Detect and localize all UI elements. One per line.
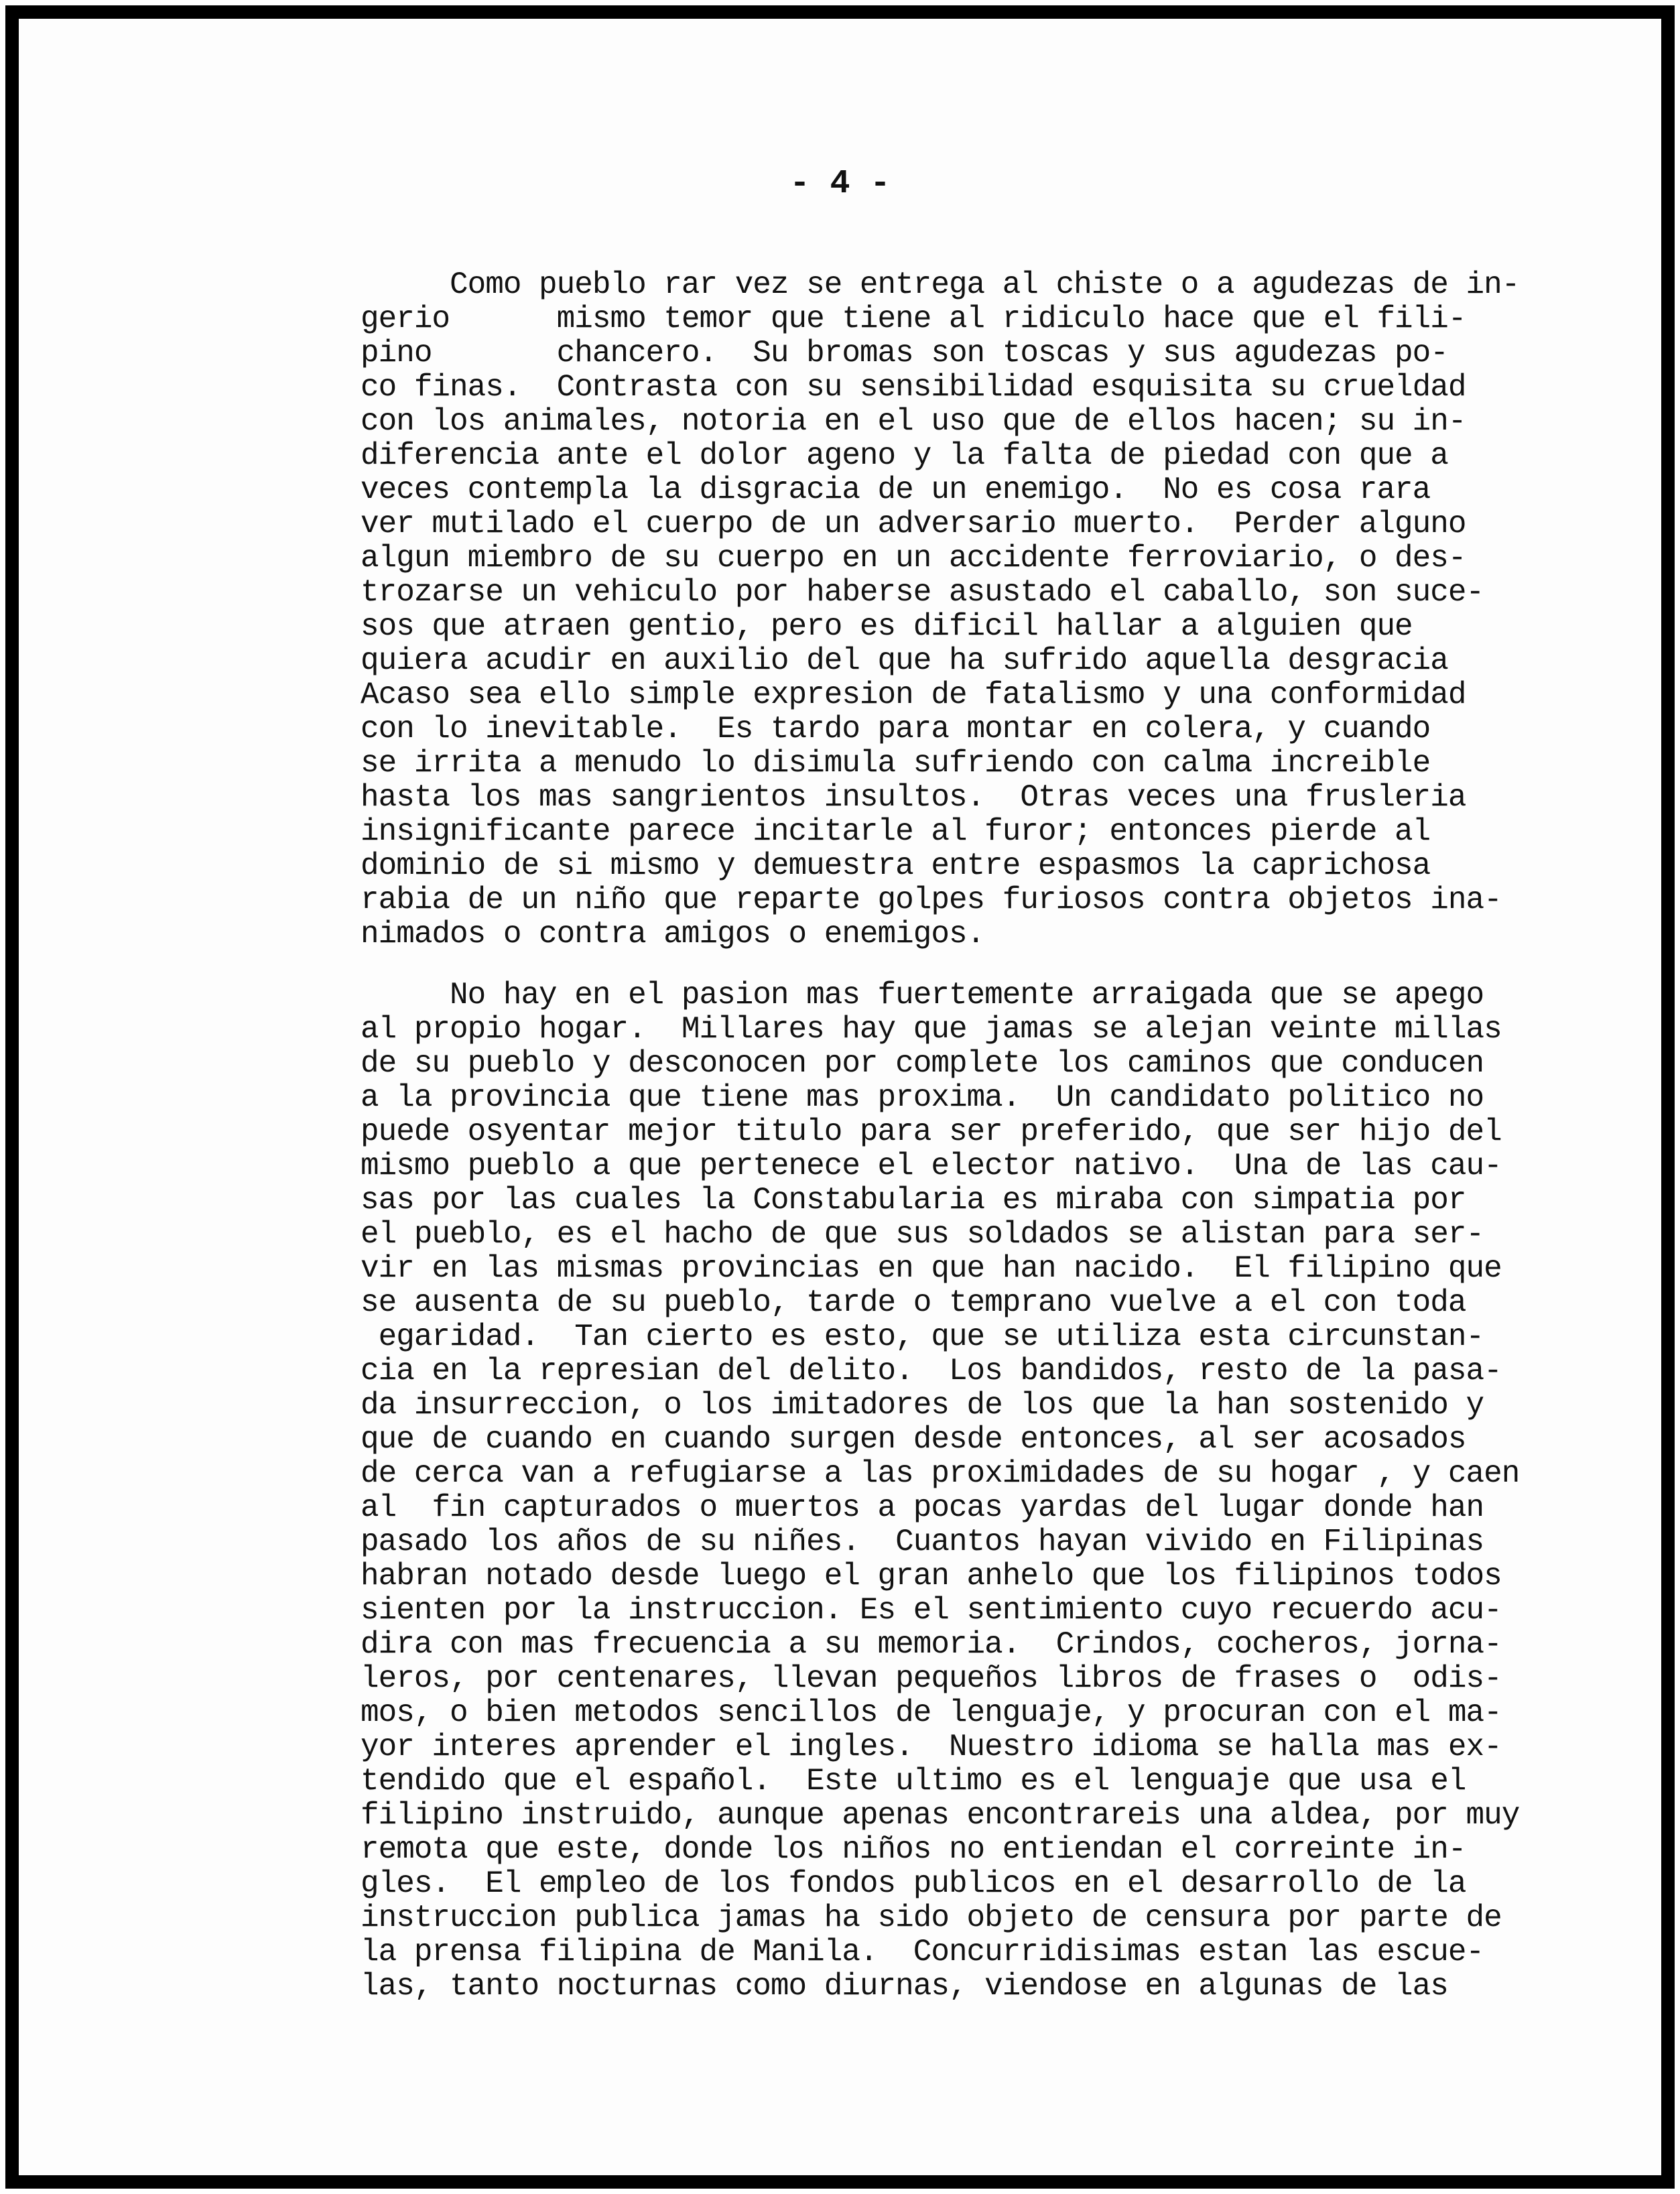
text-line: se irrita a menudo lo disimula sufriendo con calma increible — [361, 746, 1431, 781]
text-line: que de cuando en cuando surgen desde entonces, al ser acosados — [361, 1422, 1466, 1457]
text-line: ver mutilado el cuerpo de un adversario muerto. Perder alguno — [361, 507, 1466, 541]
text-line: insignificante parece incitarle al furor; entonces pierde al — [361, 814, 1431, 849]
text-line: de su pueblo y desconocen por complete los caminos que conducen — [361, 1046, 1484, 1081]
text-line: habran notado desde luego el gran anhelo que los filipinos todos — [361, 1559, 1502, 1594]
text-line: No hay en el pasion mas fuertemente arraigada que se apego — [361, 978, 1484, 1013]
text-line: veces contempla la disgracia de un enemigo. No es cosa rara — [361, 472, 1431, 507]
text-line: pino chancero. Su bromas son toscas y sus agudezas po- — [361, 336, 1448, 371]
text-line: con los animales, notoria en el uso que de ellos hacen; su in- — [361, 404, 1466, 439]
document-page — [19, 19, 1661, 2175]
text-line: filipino instruido, aunque apenas encontrareis una aldea, por muy — [361, 1798, 1520, 1833]
text-line: Acaso sea ello simple expresion de fatalismo y una conformidad — [361, 677, 1466, 712]
text-line: dira con mas frecuencia a su memoria. Crindos, cocheros, jorna- — [361, 1627, 1502, 1662]
text-line: la prensa filipina de Manila. Concurridisimas estan las escue- — [361, 1935, 1484, 1970]
text-line: las, tanto nocturnas como diurnas, viendose en algunas de las — [361, 1969, 1448, 2004]
text-line: sos que atraen gentio, pero es dificil hallar a alguien que — [361, 609, 1413, 644]
paragraph-1 — [361, 268, 1519, 952]
text-line: quiera acudir en auxilio del que ha sufrido aquella desgracia — [361, 643, 1448, 678]
text-line: se ausenta de su pueblo, tarde o temprano vuelve a el con toda — [361, 1285, 1466, 1320]
page-border — [5, 5, 1675, 2189]
text-line: gerio mismo temor que tiene al ridiculo hace que el fili- — [361, 302, 1466, 336]
text-line: el pueblo, es el hacho de que sus soldados se alistan para ser- — [361, 1217, 1484, 1252]
text-line: nimados o contra amigos o enemigos. — [361, 917, 985, 952]
text-line: pasado los años de su niñes. Cuantos hayan vivido en Filipinas — [361, 1525, 1484, 1559]
text-line: egaridad. Tan cierto es esto, que se utiliza esta circunstan- — [361, 1319, 1484, 1354]
text-line: leros, por centenares, llevan pequeños libros de frases o odis- — [361, 1661, 1502, 1696]
text-line: da insurreccion, o los imitadores de los que la han sostenido y — [361, 1388, 1484, 1423]
text-line: gles. El empleo de los fondos publicos en el desarrollo de la — [361, 1866, 1466, 1901]
text-line: cia en la represian del delito. Los bandidos, resto de la pasa- — [361, 1354, 1502, 1389]
text-line: rabia de un niño que reparte golpes furiosos contra objetos ina- — [361, 883, 1502, 917]
text-line: de cerca van a refugiarse a las proximidades de su hogar , y caen — [361, 1456, 1520, 1491]
text-line: sas por las cuales la Constabularia es miraba con simpatia por — [361, 1183, 1466, 1218]
text-line: vir en las mismas provincias en que han nacido. El filipino que — [361, 1251, 1502, 1286]
page-number: - 4 - — [789, 165, 891, 203]
text-line: con lo inevitable. Es tardo para montar en colera, y cuando — [361, 712, 1431, 747]
text-line: trozarse un vehiculo por haberse asustado el caballo, son suce- — [361, 575, 1484, 610]
text-line: Como pueblo rar vez se entrega al chiste o a agudezas de in- — [361, 267, 1520, 302]
text-line: puede osyentar mejor titulo para ser preferido, que ser hijo del — [361, 1114, 1502, 1149]
text-line: remota que este, donde los niños no entiendan el correinte in- — [361, 1832, 1466, 1867]
text-line: sienten por la instruccion. Es el sentimiento cuyo recuerdo acu- — [361, 1593, 1502, 1628]
text-line: dominio de si mismo y demuestra entre espasmos la caprichosa — [361, 848, 1431, 883]
text-line: mismo pueblo a que pertenece el elector nativo. Una de las cau- — [361, 1149, 1502, 1183]
text-line: mos, o bien metodos sencillos de lenguaje, y procuran con el ma- — [361, 1695, 1502, 1730]
text-line: a la provincia que tiene mas proxima. Un candidato politico no — [361, 1080, 1484, 1115]
paragraph-2 — [361, 978, 1519, 2004]
text-line: hasta los mas sangrientos insultos. Otras veces una frusleria — [361, 780, 1466, 815]
text-line: al propio hogar. Millares hay que jamas se alejan veinte millas — [361, 1012, 1502, 1047]
text-line: tendido que el español. Este ultimo es el lenguaje que usa el — [361, 1764, 1466, 1799]
text-line: al fin capturados o muertos a pocas yardas del lugar donde han — [361, 1490, 1484, 1525]
text-line: algun miembro de su cuerpo en un accidente ferroviario, o des- — [361, 541, 1466, 576]
text-line: diferencia ante el dolor ageno y la falta de piedad con que a — [361, 438, 1448, 473]
text-line: instruccion publica jamas ha sido objeto de censura por parte de — [361, 1900, 1502, 1935]
text-line: co finas. Contrasta con su sensibilidad esquisita su crueldad — [361, 370, 1466, 405]
text-line: yor interes aprender el ingles. Nuestro idioma se halla mas ex- — [361, 1730, 1502, 1764]
